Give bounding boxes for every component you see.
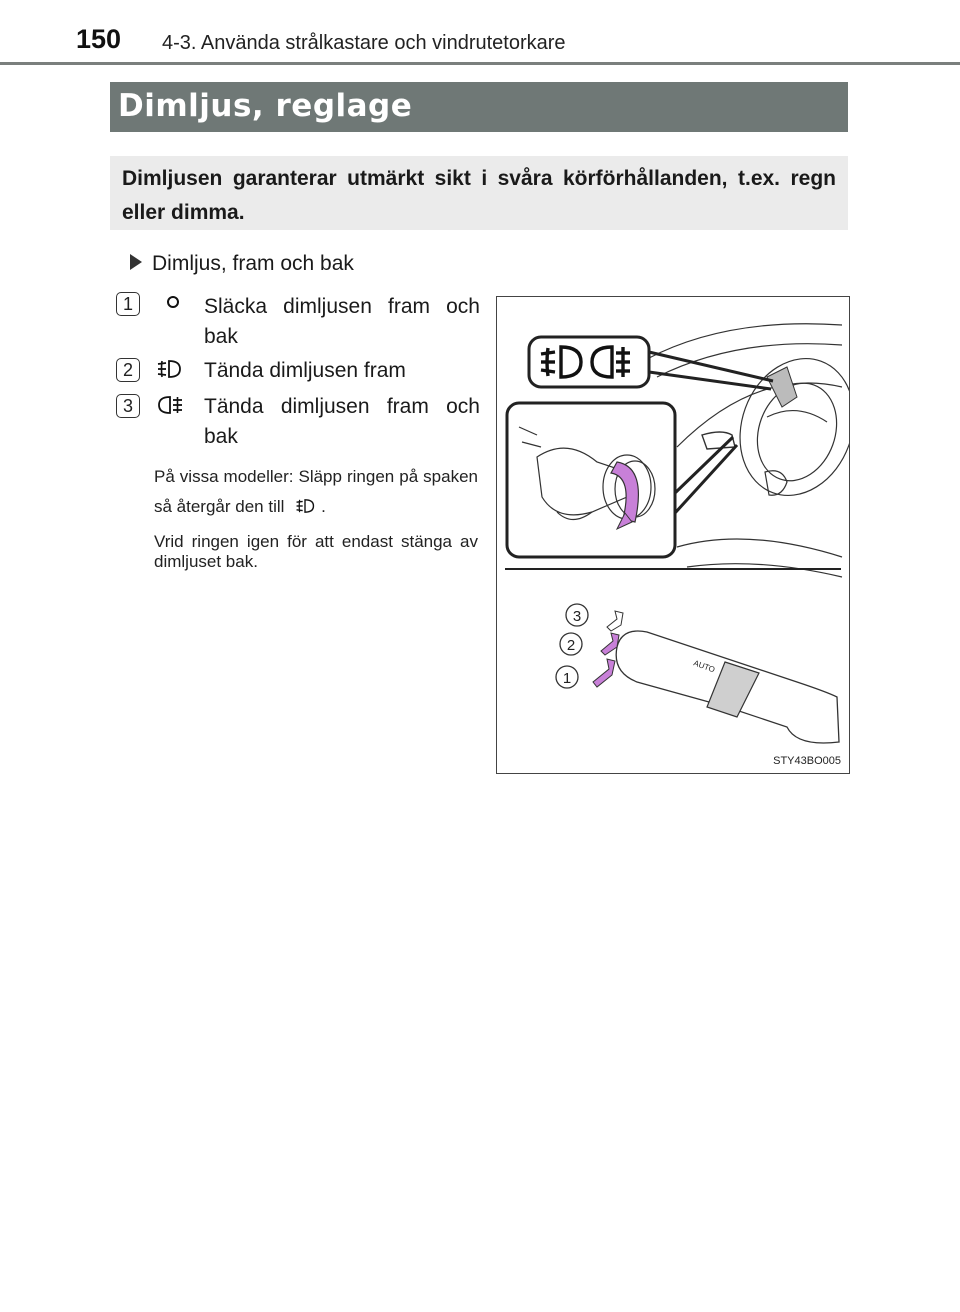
note-1-end: . [321, 497, 326, 516]
item-1-text: Släcka dimljusen fram och bak [204, 295, 480, 348]
fog-light-lever-illustration [497, 297, 849, 773]
item-2-text: Tända dimljusen fram [204, 359, 406, 382]
item-2-number: 2 [116, 358, 140, 382]
callout-2: 2 [566, 637, 576, 654]
section-title: Dimljus, reglage [118, 88, 413, 124]
subheading-text: Dimljus, fram och bak [152, 252, 354, 275]
illustration [496, 296, 850, 774]
front-fog-light-icon [295, 498, 315, 514]
chapter-title: 4-3. Använda strålkastare och vindrutetorkare [162, 32, 566, 54]
item-3-number: 3 [116, 394, 140, 418]
callout-1: 1 [562, 670, 572, 687]
callout-3: 3 [572, 608, 582, 625]
section-bar [110, 82, 848, 132]
header-rule [0, 62, 960, 65]
front-fog-light-icon [156, 359, 182, 379]
note-1 [154, 462, 478, 522]
subheading [130, 252, 354, 276]
item-1-number: 1 [116, 292, 140, 316]
switch-label: AUTO [692, 658, 717, 675]
intro-box [110, 156, 848, 230]
note-1-text: På vissa modeller: Släpp ringen på spaken så återgår den till [154, 467, 478, 516]
fog-light-off-icon [160, 294, 186, 314]
note-2: Vrid ringen igen för att endast stänga av dimljuset bak. [154, 532, 478, 571]
rear-fog-light-icon [158, 395, 184, 415]
page-number: 150 [76, 24, 122, 54]
intro-text: Dimljusen garanterar utmärkt sikt i svåra körförhållanden, t.ex. regn eller dimma. [122, 167, 836, 224]
figure-code: STY43BO005 [773, 755, 841, 767]
item-3-text: Tända dimljusen fram och bak [204, 395, 480, 448]
triangle-bullet-icon [130, 254, 142, 270]
